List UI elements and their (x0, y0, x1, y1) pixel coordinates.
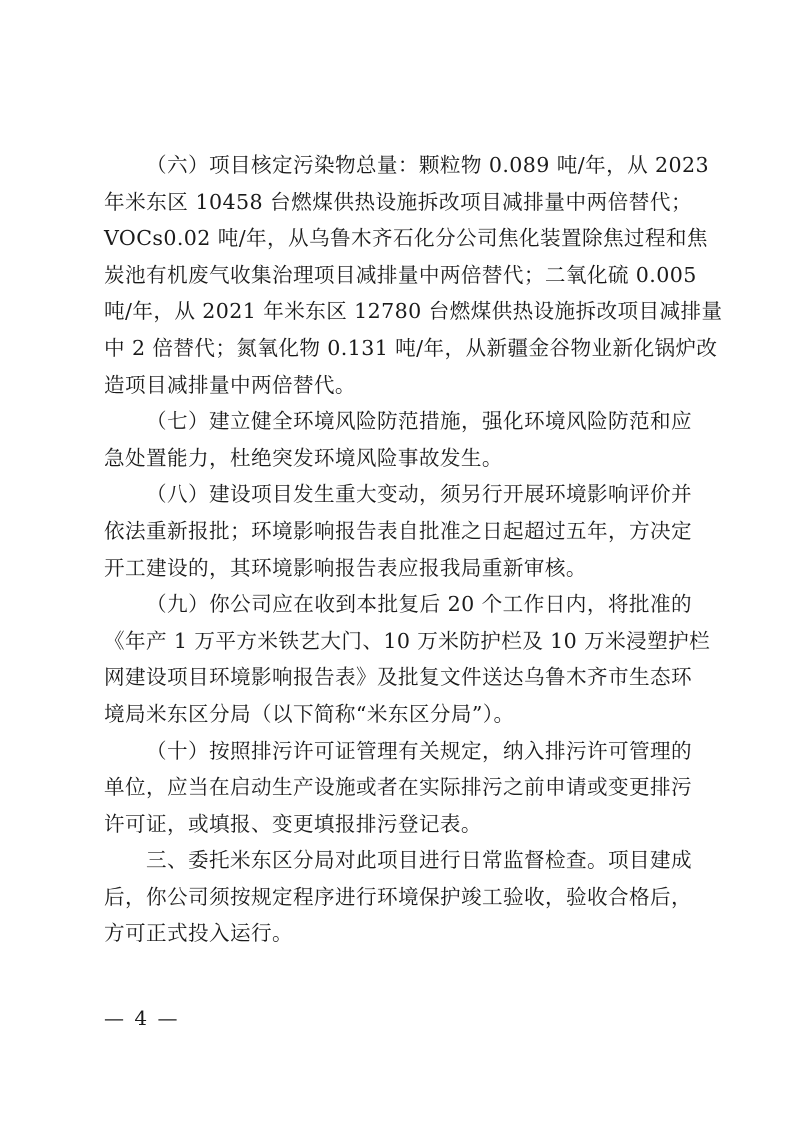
page-number: — 4 — (104, 1006, 180, 1030)
text-line: （十）按照排污许可证管理有关规定，纳入排污许可管理的 (146, 738, 692, 763)
text-line: 网建设项目环境影响报告表》及批复文件送达乌鲁木齐市生态环 (104, 665, 692, 690)
text-line: 开工建设的，其环境影响报告表应报我局重新审核。 (104, 555, 587, 580)
paragraph-item-9-submission (104, 586, 711, 732)
text-line: 《年产 1 万平方米铁艺大门、10 万米防护栏及 10 万米浸塑护栏 (104, 628, 711, 653)
text-line: （九）你公司应在收到本批复后 20 个工作日内，将批准的 (146, 592, 692, 617)
text-line: 吨/年，从 2021 年米东区 12780 台燃煤供热设施拆改项目减排量 (104, 299, 723, 324)
paragraph-section-3-supervision (104, 842, 692, 952)
paragraph-item-8-major-change (104, 476, 692, 586)
text-line: 依法重新报批；环境影响报告表自批准之日起超过五年，方决定 (104, 518, 692, 543)
text-line: 急处置能力，杜绝突发环境风险事故发生。 (104, 445, 503, 470)
text-line: （六）项目核定污染物总量：颗粒物 0.089 吨/年，从 2023 (146, 153, 710, 177)
text-line: 造项目减排量中两倍替代。 (104, 372, 356, 397)
text-line: （八）建设项目发生重大变动，须另行开展环境影响评价并 (146, 482, 692, 507)
text-line: 许可证，或填报、变更填报排污登记表。 (104, 811, 482, 836)
paragraph-item-10-discharge-permit (104, 733, 692, 843)
text-line: 境局米东区分局（以下简称“米东区分局”）。 (104, 701, 515, 726)
document-body (104, 147, 723, 952)
text-line: 年米东区 10458 台燃煤供热设施拆改项目减排量中两倍替代； (104, 189, 692, 214)
text-line: 单位，应当在启动生产设施或者在实际排污之前申请或变更排污 (104, 775, 692, 800)
text-line: 后，你公司须按规定程序进行环境保护竣工验收，验收合格后， (104, 884, 692, 909)
text-line: 中 2 倍替代；氮氧化物 0.131 吨/年，从新疆金谷物业新化锅炉改 (104, 335, 718, 360)
text-line: 三、委托米东区分局对此项目进行日常监督检查。项目建成 (146, 848, 692, 873)
paragraph-item-7-risk-prevention (104, 403, 692, 476)
text-line: 方可正式投入运行。 (104, 921, 293, 946)
paragraph-item-6-pollutant-totals (104, 147, 723, 403)
text-line: VOCs0.02 吨/年，从乌鲁木齐石化分公司焦化装置除焦过程和焦 (104, 226, 708, 251)
text-line: 炭池有机废气收集治理项目减排量中两倍替代；二氧化硫 0.005 (104, 262, 697, 287)
text-line: （七）建立健全环境风险防范措施，强化环境风险防范和应 (146, 409, 692, 434)
